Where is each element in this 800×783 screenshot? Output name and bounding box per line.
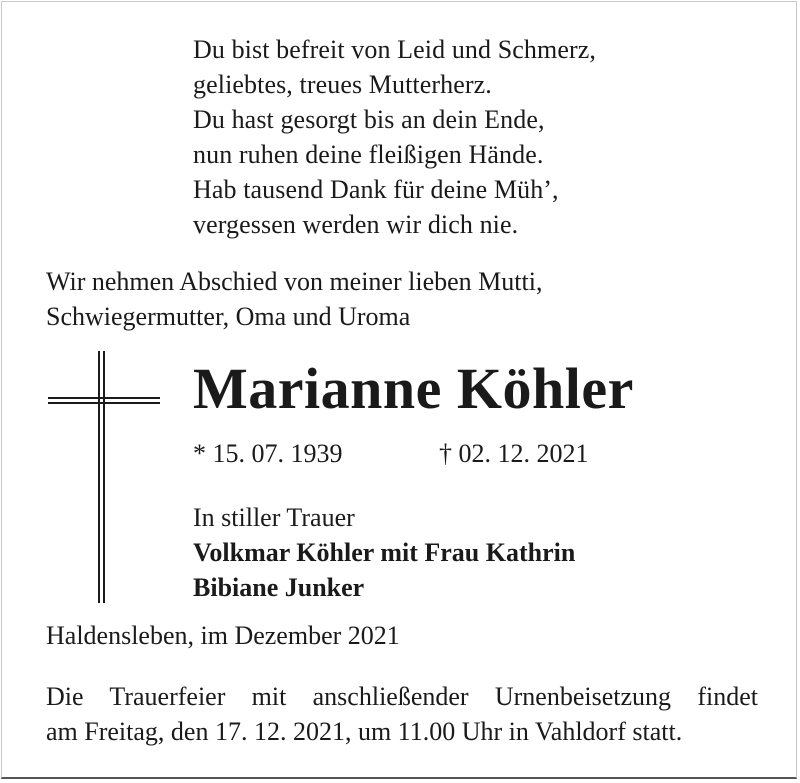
poem: [193, 32, 596, 242]
ceremony-line: am Freitag, den 17. 12. 2021, um 11.00 Uhr in Vahldorf statt.: [46, 717, 683, 746]
deceased-name: Marianne Köhler: [193, 356, 634, 421]
farewell-intro: [46, 264, 542, 334]
poem-line: Hab tausend Dank für deine Müh’,: [193, 175, 559, 204]
cross-icon: [48, 351, 160, 603]
farewell-intro-line: Wir nehmen Abschied von meiner lieben Mutti,: [46, 267, 543, 296]
birth-date: * 15. 07. 1939: [193, 439, 343, 468]
poem-line: Du bist befreit von Leid und Schmerz,: [193, 35, 596, 64]
death-date: † 02. 12. 2021: [439, 439, 589, 468]
poem-line: Du hast gesorgt bis an dein Ende,: [193, 105, 545, 134]
obituary-notice: [1, 1, 797, 779]
poem-line: geliebtes, treues Mutterherz.: [193, 70, 492, 99]
poem-line: nun ruhen deine fleißigen Hände.: [193, 140, 544, 169]
place-date: Haldensleben, im Dezember 2021: [46, 621, 400, 650]
mourner-name: Volkmar Köhler mit Frau Kathrin: [193, 538, 576, 567]
mourner-name: Bibiane Junker: [193, 573, 365, 602]
ceremony-info: [46, 679, 758, 749]
poem-line: vergessen werden wir dich nie.: [193, 210, 519, 239]
ceremony-line: Die Trauerfeier mit anschließender Urnenbeisetzung findet: [46, 682, 758, 711]
mourners-intro: In stiller Trauer: [193, 503, 355, 532]
farewell-intro-line: Schwiegermutter, Oma und Uroma: [46, 302, 411, 331]
mourners: [193, 500, 575, 605]
